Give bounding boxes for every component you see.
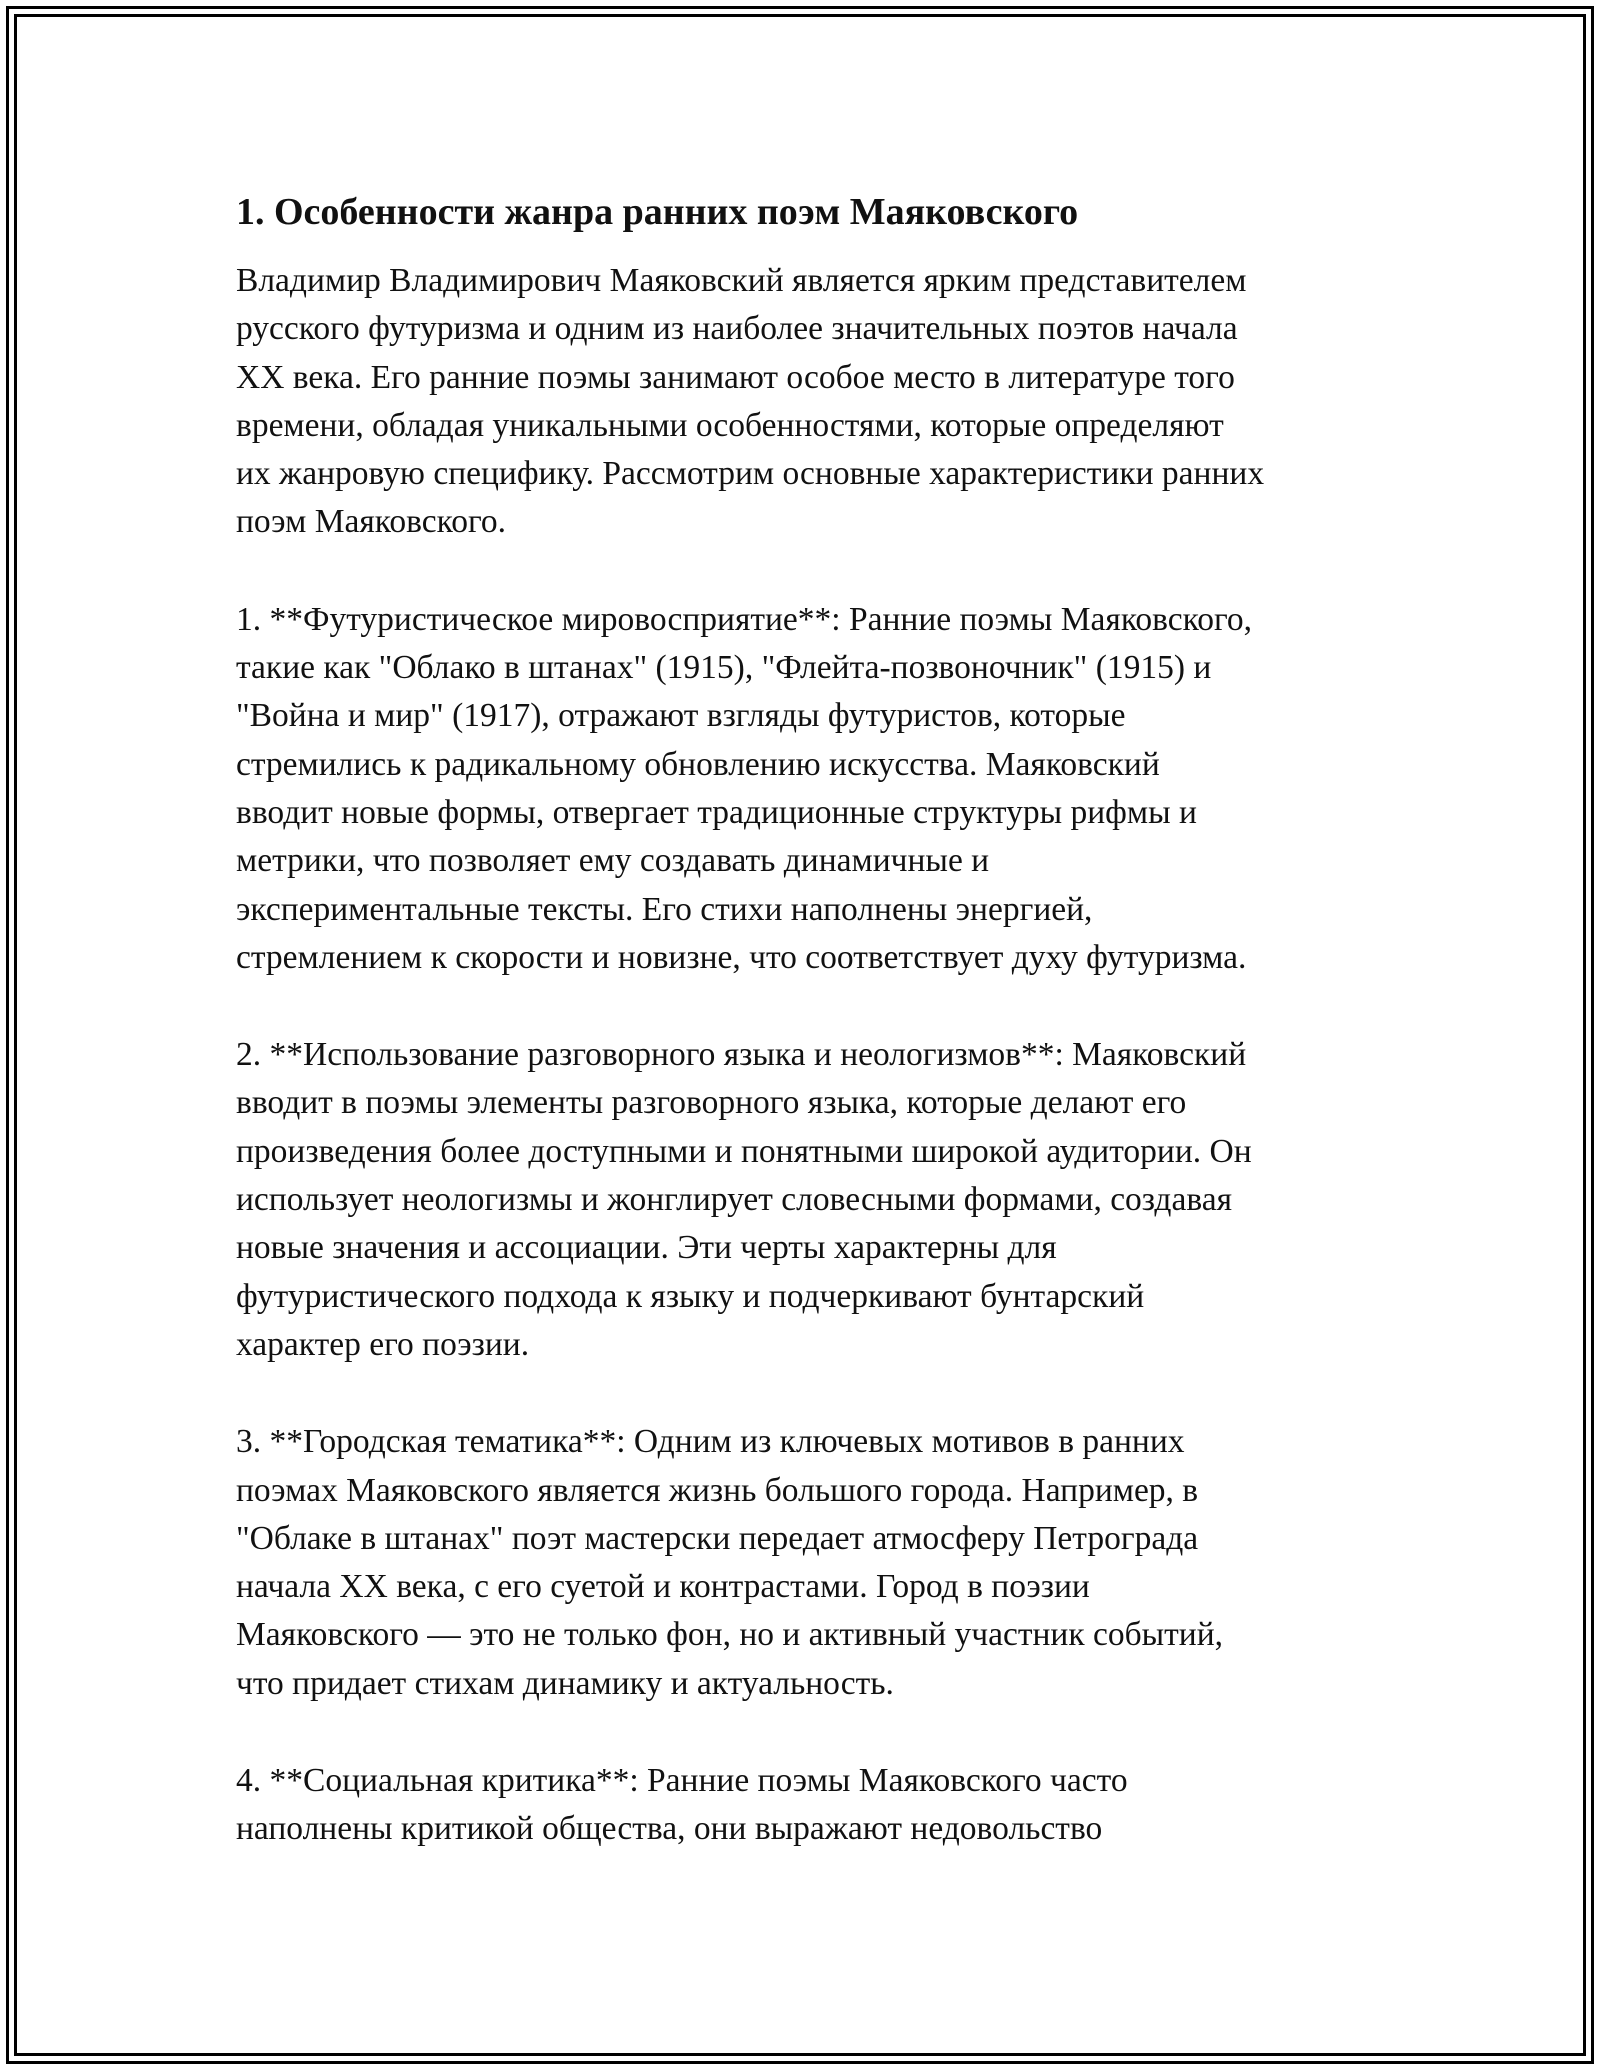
text-line: стремлением к скорости и новизне, что соответствует духу футуризма. bbox=[236, 938, 1247, 976]
text-line: 2. **Использование разговорного языка и неологизмов**: Маяковский bbox=[236, 1036, 1247, 1074]
text-line: поэмах Маяковского является жизнь большого города. Например, в bbox=[236, 1471, 1199, 1509]
text-line: стремились к радикальному обновлению искусства. Маяковский bbox=[236, 745, 1160, 783]
text-line: "Облаке в штанах" поэт мастерски передает атмосферу Петрограда bbox=[236, 1519, 1199, 1557]
text-line: вводит новые формы, отвергает традиционные структуры рифмы и bbox=[236, 793, 1197, 831]
text-line: такие как "Облако в штанах" (1915), "Флейта-позвоночник" (1915) и bbox=[236, 649, 1212, 687]
list-item-paragraph bbox=[236, 1757, 1396, 1854]
text-line: что придает стихам динамику и актуальность. bbox=[236, 1664, 894, 1702]
text-line: XX века. Его ранние поэмы занимают особое место в литературе того bbox=[236, 358, 1235, 396]
text-line: 1. **Футуристическое мировосприятие**: Ранние поэмы Маяковского, bbox=[236, 600, 1252, 638]
text-line: Владимир Владимирович Маяковский является ярким представителем bbox=[236, 262, 1247, 299]
text-line: метрики, что позволяет ему создавать динамичные и bbox=[236, 842, 990, 880]
text-line: футуристического подхода к языку и подчеркивают бунтарский bbox=[236, 1277, 1145, 1315]
text-line: их жанровую специфику. Рассмотрим основные характеристики ранних bbox=[236, 455, 1265, 493]
document-page bbox=[236, 187, 1396, 1903]
text-line: русского футуризма и одним из наиболее значительных поэтов начала bbox=[236, 310, 1238, 348]
text-line: поэм Маяковского. bbox=[236, 503, 506, 541]
text-line: Маяковского — это не только фон, но и активный участник событий, bbox=[236, 1616, 1224, 1654]
text-line: 3. **Городская тематика**: Одним из ключевых мотивов в ранних bbox=[236, 1423, 1185, 1461]
section-heading: 1. Особенности жанра ранних поэм Маяковского bbox=[236, 191, 1079, 233]
text-line: характер его поэзии. bbox=[236, 1325, 530, 1363]
text-line: вводит в поэмы элементы разговорного языка, которые делают его bbox=[236, 1084, 1187, 1122]
text-line: использует неологизмы и жонглирует словесными формами, создавая bbox=[236, 1181, 1233, 1219]
text-line: новые значения и ассоциации. Эти черты характерны для bbox=[236, 1229, 1057, 1267]
text-line: произведения более доступными и понятными широкой аудитории. Он bbox=[236, 1132, 1252, 1170]
text-line: времени, обладая уникальными особенностями, которые определяют bbox=[236, 406, 1224, 444]
text-line: наполнены критикой общества, они выражают недовольство bbox=[236, 1810, 1103, 1848]
list-item-paragraph bbox=[236, 596, 1396, 982]
list-item-paragraph bbox=[236, 1031, 1396, 1369]
list-item-paragraph bbox=[236, 1418, 1396, 1708]
text-line: 4. **Социальная критика**: Ранние поэмы Маяковского часто bbox=[236, 1762, 1128, 1800]
text-line: "Война и мир" (1917), отражают взгляды футуристов, которые bbox=[236, 697, 1126, 735]
text-line: экспериментальные тексты. Его стихи наполнены энергией, bbox=[236, 890, 1093, 928]
intro-paragraph bbox=[236, 257, 1396, 547]
text-line: начала XX века, с его суетой и контрастами. Город в поэзии bbox=[236, 1568, 1090, 1606]
